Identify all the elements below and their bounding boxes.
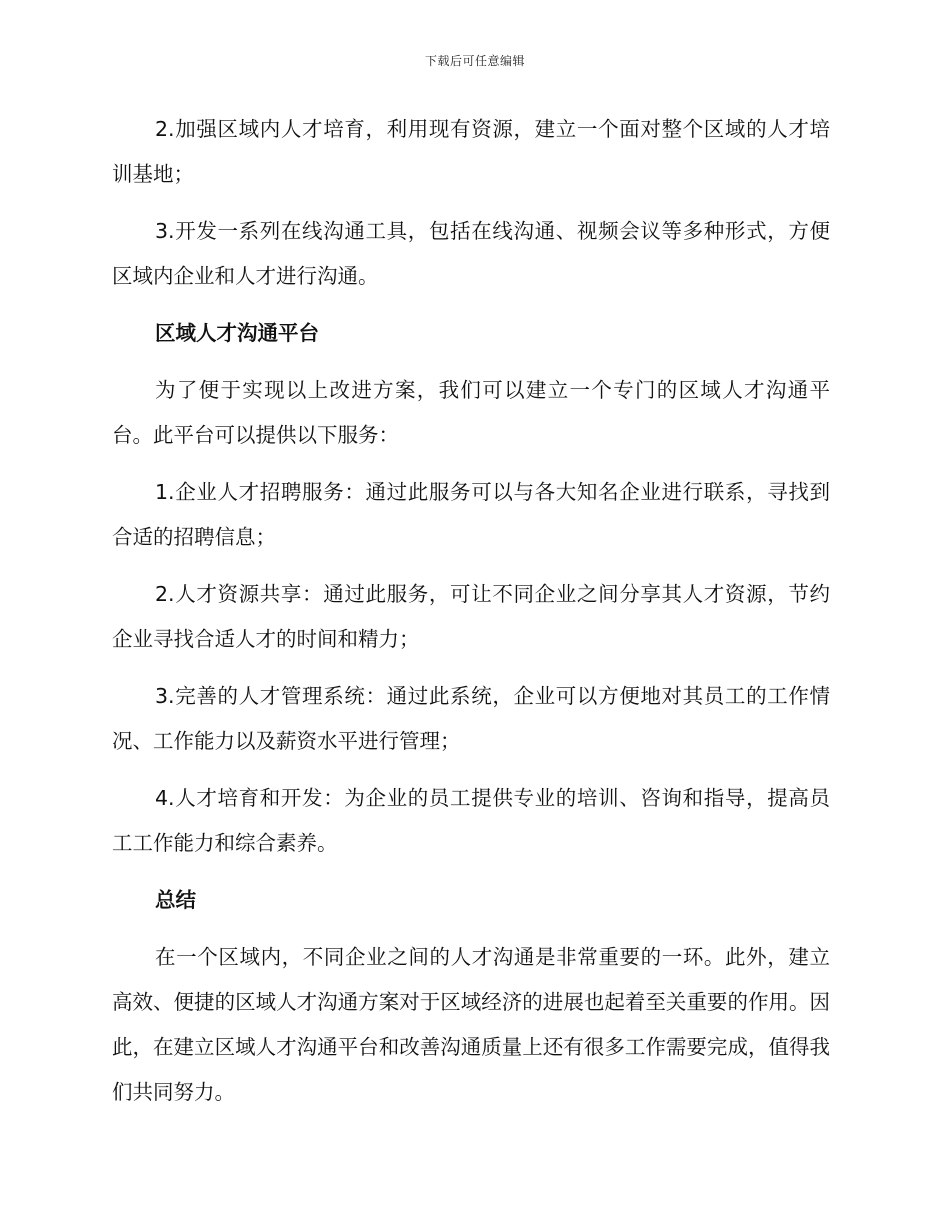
paragraph-talent-training: 2.加强区域内人才培育，利用现有资源，建立一个面对整个区域的人才培训基地； [112,117,830,186]
paragraph-management-system: 3.完善的人才管理系统：通过此系统，企业可以方便地对其员工的工作情况、工作能力以及薪资水平进行管理； [112,684,830,753]
paragraph-platform-intro: 为了便于实现以上改进方案，我们可以建立一个专门的区域人才沟通平台。此平台可以提供以下服务： [112,378,830,447]
document-body [112,107,830,1127]
paragraph-summary: 在一个区域内，不同企业之间的人才沟通是非常重要的一环。此外，建立高效、便捷的区域人才沟通方案对于区域经济的进展也起着至关重要的作用。因此，在建立区域人才沟通平台和改善沟通质量上还有很多工作需要完成，值得我们共同努力。 [112,945,830,1104]
paragraph-online-tools: 3.开发一系列在线沟通工具，包括在线沟通、视频会议等多种形式，方便区域内企业和人才进行沟通。 [112,219,830,288]
section-heading-platform: 区域人才沟通平台 [155,321,319,345]
page-header: 下载后可任意编辑 [424,54,525,68]
section-heading-summary: 总结 [155,888,196,912]
paragraph-resource-sharing: 2.人才资源共享：通过此服务，可让不同企业之间分享其人才资源，节约企业寻找合适人才的时间和精力； [112,582,830,651]
paragraph-recruitment-service: 1.企业人才招聘服务：通过此服务可以与各大知名企业进行联系，寻找到合适的招聘信息； [112,480,830,549]
paragraph-development: 4.人才培育和开发：为企业的员工提供专业的培训、咨询和指导，提高员工工作能力和综合素养。 [112,786,830,855]
